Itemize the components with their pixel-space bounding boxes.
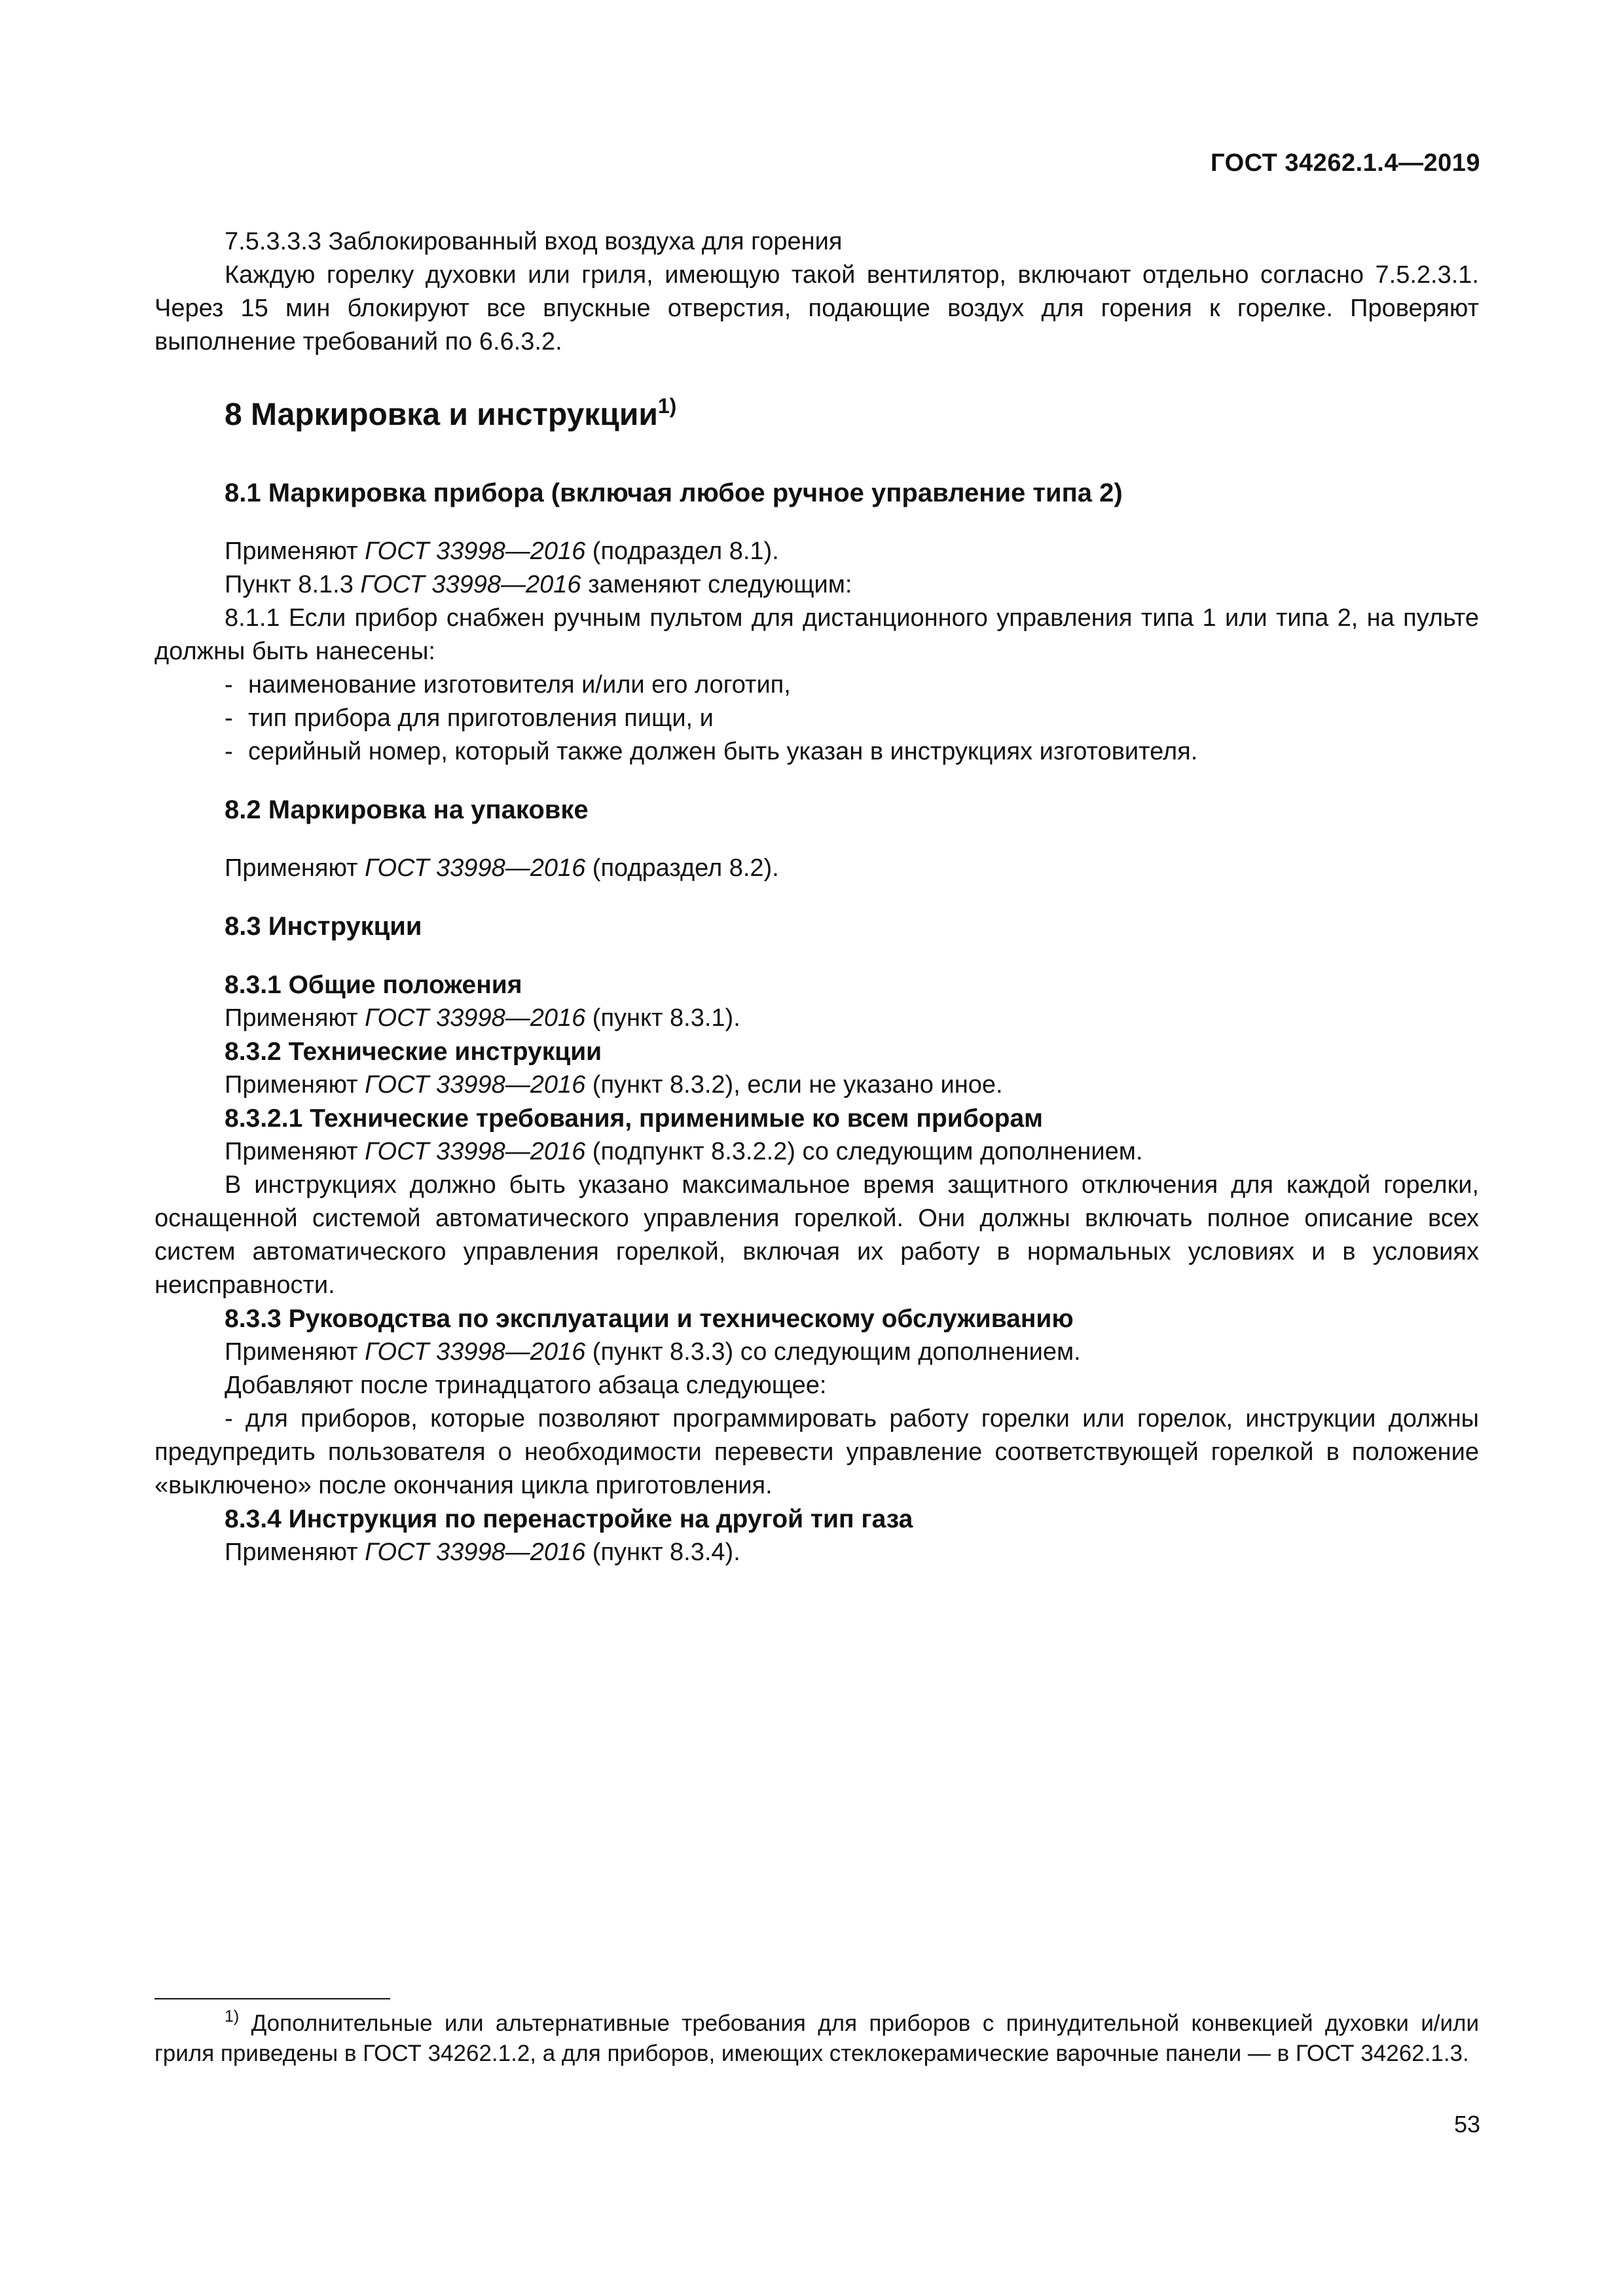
list-marker: - <box>225 738 233 765</box>
text-run: (подраздел 8.2). <box>585 854 779 882</box>
paragraph-8-3-3-apply <box>155 1336 1479 1369</box>
text-run: (пункт 8.3.2), если не указано иное. <box>585 1071 1003 1099</box>
text-run: (подраздел 8.1). <box>585 538 779 565</box>
paragraph-7-5-3-3-3: Каждую горелку духовки или гриля, имеющую такой вентилятор, включают отдельно согласно 7.5.2.3.1. Через 15 мин блокируют все впускные отверстия, подающие воздух для горения к горелке. Проверяют выполнение требований по 6.6.3.2. <box>155 261 1479 355</box>
paragraph-8-1-3-replace <box>155 568 1479 602</box>
clause-title-7-5-3-3-3: 7.5.3.3.3 Заблокированный вход воздуха для горения <box>225 228 843 255</box>
text-run: (пункт 8.3.3) со следующим дополнением. <box>585 1338 1081 1366</box>
text-run: Применяют <box>225 1338 365 1366</box>
text-run: (подпункт 8.3.2.2) со следующим дополнением. <box>585 1138 1143 1165</box>
paragraph-8-3-2-apply <box>155 1068 1479 1102</box>
standard-reference: ГОСТ 33998—2016 <box>365 1338 586 1366</box>
text-run: Применяют <box>225 1539 365 1566</box>
standard-reference: ГОСТ 33998—2016 <box>365 1539 586 1566</box>
text-run: (пункт 8.3.4). <box>585 1539 740 1566</box>
section-8-3-1-heading: 8.3.1 Общие положения <box>225 971 522 999</box>
standard-reference: ГОСТ 33998—2016 <box>360 571 581 598</box>
paragraph-8-3-3-add: Добавляют после тринадцатого абзаца следующее: <box>225 1372 827 1399</box>
section-8-heading <box>155 395 1479 435</box>
paragraph-8-3-3-body: - для приборов, которые позволяют программировать работу горелки или горелок, инструкции должны предупредить пользователя о необходимости перевести управление соответствующей горелкой в положение «выключено» после окончания цикла приготовления. <box>155 1405 1479 1499</box>
standard-reference: ГОСТ 33998—2016 <box>365 1004 586 1032</box>
section-8-3-4-heading: 8.3.4 Инструкция по перенастройке на другой тип газа <box>225 1505 913 1533</box>
text-run: Пункт 8.1.3 <box>225 571 361 598</box>
paragraph-8-3-4-apply <box>155 1536 1479 1569</box>
list-item-text: серийный номер, который также должен быть указан в инструкциях изготовителя. <box>248 738 1198 765</box>
paragraph-8-2-apply <box>155 852 1479 885</box>
list-marker: - <box>225 671 233 699</box>
standard-reference: ГОСТ 33998—2016 <box>365 1071 586 1099</box>
list-item <box>155 668 1479 702</box>
text-run: Применяют <box>225 538 365 565</box>
list-item <box>155 735 1479 769</box>
section-8-heading-text: 8 Маркировка и инструкции <box>225 397 658 432</box>
page-number: 53 <box>1453 2111 1480 2138</box>
section-8-3-3-heading: 8.3.3 Руководства по эксплуатации и техническому обслуживанию <box>225 1305 1074 1333</box>
paragraph-8-3-2-1-body: В инструкциях должно быть указано максимальное время защитного отключения для каждой горелки, оснащенной системой автоматического управления горелкой. Они должны включать полное описание всех систем автоматического управления горелкой, включая их работу в нормальных условиях и в условиях неисправности. <box>155 1171 1479 1299</box>
footnote-text: Дополнительные или альтернативные требования для приборов с принудительной конвекцией духовки и/или гриля приведены в ГОСТ 34262.1.2, а для приборов, имеющих стеклокерамические варочные панели — в ГОСТ 34262.1.3. <box>155 2011 1479 2066</box>
section-8-2-heading: 8.2 Маркировка на упаковке <box>225 795 589 824</box>
paragraph-8-3-2-1-apply <box>155 1135 1479 1169</box>
text-run: заменяют следующим: <box>581 571 852 598</box>
footnote-mark: 1) <box>225 2007 240 2026</box>
standard-reference: ГОСТ 33998—2016 <box>365 538 586 565</box>
paragraph-8-3-1-apply <box>155 1002 1479 1035</box>
text-run: Применяют <box>225 1004 365 1032</box>
paragraph-8-1-1: 8.1.1 Если прибор снабжен ручным пультом для дистанционного управления типа 1 или типа 2, на пульте должны быть нанесены: <box>155 604 1479 665</box>
footnote <box>155 2009 1479 2069</box>
text-run: Применяют <box>225 1071 365 1099</box>
paragraph-8-1-apply <box>155 535 1479 568</box>
standard-reference: ГОСТ 33998—2016 <box>365 1138 586 1165</box>
standard-reference: ГОСТ 33998—2016 <box>365 854 586 882</box>
list-item-text: наименование изготовителя и/или его логотип, <box>248 671 791 699</box>
list-item <box>155 702 1479 735</box>
footnote-ref-mark: 1) <box>657 394 677 418</box>
page-body <box>155 225 1479 1569</box>
marking-list <box>155 668 1479 769</box>
text-run: Применяют <box>225 1138 365 1165</box>
footnote-divider <box>155 1998 390 1999</box>
section-8-3-2-1-heading: 8.3.2.1 Технические требования, применимые ко всем приборам <box>225 1104 1043 1133</box>
list-item-text: тип прибора для приготовления пищи, и <box>248 704 714 732</box>
section-8-3-heading: 8.3 Инструкции <box>225 912 422 941</box>
text-run: Применяют <box>225 854 365 882</box>
section-8-3-2-heading: 8.3.2 Технические инструкции <box>225 1038 602 1066</box>
text-run: (пункт 8.3.1). <box>585 1004 740 1032</box>
list-marker: - <box>225 704 233 732</box>
standard-header: ГОСТ 34262.1.4—2019 <box>1211 149 1480 177</box>
section-8-1-heading: 8.1 Маркировка прибора (включая любое ручное управление типа 2) <box>225 479 1123 507</box>
